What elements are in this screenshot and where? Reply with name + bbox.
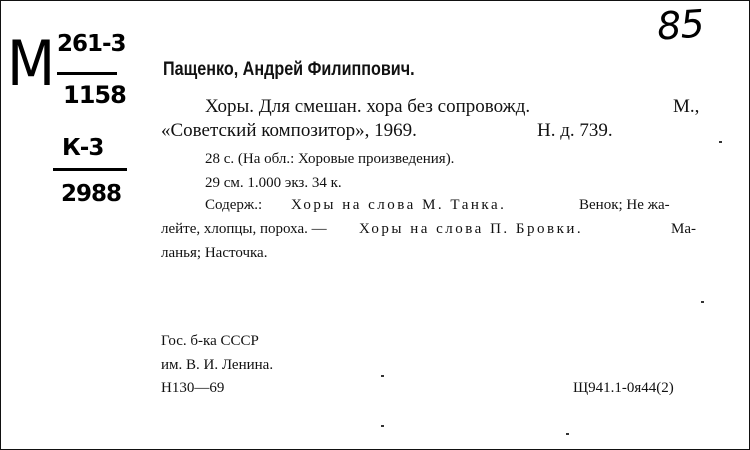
contents-line-2b: Хоры на слова П. Бровки. xyxy=(359,221,584,237)
fraction-rule xyxy=(57,72,117,75)
speck xyxy=(701,301,704,303)
size-copies-price-line: 29 см. 1.000 экз. 34 к. xyxy=(205,175,342,191)
contents-line-2c: Ма- xyxy=(671,221,696,237)
classification-code: Щ941.1-0я44(2) xyxy=(573,380,674,396)
contents-line-2a: лейте, хлопцы, пороха. — xyxy=(161,221,327,237)
speck xyxy=(381,425,384,427)
contents-label: Содерж.: xyxy=(205,197,263,213)
library-line-1: Гос. б-ка СССР xyxy=(161,333,259,349)
contents-line-3: ланья; Насточка. xyxy=(161,245,268,261)
author-heading: Пащенко, Андрей Филиппович. xyxy=(163,59,415,80)
pagination-line: 28 с. (На обл.: Хоровые произведения). xyxy=(205,151,455,167)
publisher-year: «Советский композитор», 1969. xyxy=(161,120,417,141)
fraction-rule xyxy=(53,168,127,171)
handwritten-shelf-code-4: 2988 xyxy=(61,181,122,207)
handwritten-shelf-code-2: 1158 xyxy=(63,81,126,109)
title-line: Хоры. Для смешан. хора без сопровожд. xyxy=(205,96,531,117)
contents-part-1: Хоры на слова М. Танка. xyxy=(291,197,507,213)
handwritten-corner-number: 85 xyxy=(655,1,705,49)
speck xyxy=(381,375,384,377)
library-line-2: им. В. И. Ленина. xyxy=(161,357,274,373)
handwritten-shelf-code-1: 261-3 xyxy=(57,31,126,57)
plate-number: Н. д. 739. xyxy=(537,120,613,141)
handwritten-shelf-code-3: К-3 xyxy=(62,135,104,161)
publication-place: М., xyxy=(673,96,700,117)
speck xyxy=(719,141,722,143)
contents-part-2: Венок; Не жа- xyxy=(579,197,670,213)
speck xyxy=(566,433,569,435)
handwritten-shelf-letter: М xyxy=(7,27,55,100)
card-number: Н130—69 xyxy=(161,380,225,396)
